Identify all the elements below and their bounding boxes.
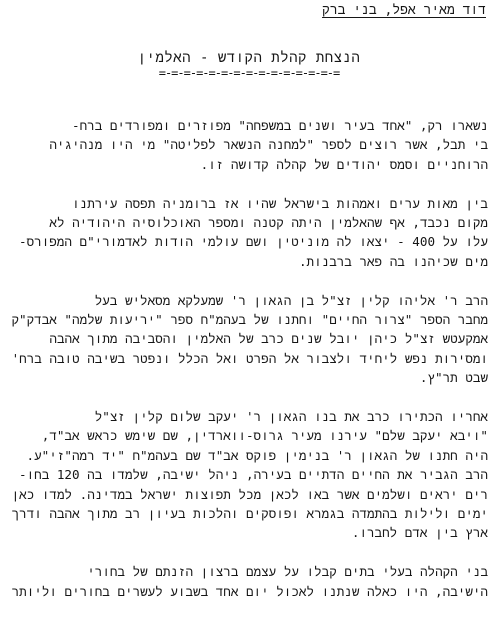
paragraph-line: נשארו רק, "אחד בעיר ושנים במשפחה" מפוזרים ומפורדים ברח- xyxy=(72,118,488,133)
paragraph-line: ארץ בין אדם לחברו. xyxy=(351,525,488,541)
paragraph-line: הישיבה, היו כאלה שנתנו לאכול יום אחד בשבוע לעשרים בחורים וליותר xyxy=(11,583,488,599)
paragraph-line: אחריו הכתירו כרב את בנו הגאון ר' יעקב שלום קלין זצ"ל xyxy=(94,409,488,425)
paragraph xyxy=(14,116,488,174)
paragraph-line: בני הקהלה בעלי בתים קבלו על עצמם ברצון הזנתם של בחורי xyxy=(87,564,488,580)
paragraph-line: ומסירות נפש ליחיד ולצבור אל הפרט ואל הכלל ונפטר בשיבה טובה ברח' xyxy=(11,350,488,366)
paragraph-line: הרב הגביר את החיים הדתיים בעירה, ניהל ישיבה, שלמדו בה 120 בחו- xyxy=(19,467,488,483)
paragraph-line: רים יראים ושלמים אשר באו לכאן מכל תפוצות ישראל במדינה. למדו כאן xyxy=(11,486,488,502)
paragraph-line: מים שכיהנו בה פאר ברבנות. xyxy=(298,253,488,269)
paragraph xyxy=(14,194,488,272)
paragraph-line: אמקעטש זצ"ל כיהן יובל שנים כרב של האלמין והסביבה מתוך אהבה xyxy=(49,331,488,347)
paragraph-line: "ויבא יעקב שלם" עירנו מעיר גרוס-ווארדין, שם שימש כראש אב"ד, xyxy=(41,428,488,444)
paragraph xyxy=(11,407,488,543)
paragraph-line: היה חתנו של הגאון ר' בנימין פוקס אב"ד שם בעהמ"ח "יד רמה"זי"ע. xyxy=(26,447,488,463)
paragraph-line: שבט תר"ץ. xyxy=(419,370,488,386)
paragraph-line: עלו על 400 - יצאו לה מוניטין ושם עולמי הודות לאדמורי"ם המפורס- xyxy=(19,234,488,250)
paragraph-line: ימים ולילות בהתמדה בגמרא ופוסקים והלכות בעיון רב מתוך אהבה ודרך xyxy=(11,506,488,522)
paragraph-line: בין מאות ערים ואמהות בישראל שהיו אז ברומניה תפסה עירתנו xyxy=(72,195,488,211)
paragraph-line: בי תבל, אשר רוצים לספר "למחנה הנשאר לפליטה" מי היו מנהיגיה xyxy=(49,137,488,153)
paragraph xyxy=(11,562,488,601)
author-byline: דוד מאיר אפל, בני ברק xyxy=(322,3,486,18)
paragraph-line: מחבר הספר "צרור החיים" וחתנו של בעהמ"ח ספר "יריעות שלמה" אבדק"ק xyxy=(11,312,488,328)
paragraph-line: הרוחניים וסמס יהודים של קהלה קדושה זו. xyxy=(200,156,488,172)
document-title: הנצחת קהלת הקודש - האלמין xyxy=(137,50,361,66)
paragraph-line: מקום נכבד, אף שהאלמין היתה קטנה ומספר האוכלוסיה היהודיה לא xyxy=(49,215,488,231)
document-body xyxy=(11,116,488,620)
paragraph xyxy=(11,291,488,388)
paragraph-line: הרב ר' אליהו קלין זצ"ל בן הגאון ר' שמעלקא מסאליש בעל xyxy=(94,292,488,308)
title-underline-rule: =-=-=-=-=-=-=-=-=-=-=-=-=-=-= xyxy=(158,66,340,80)
